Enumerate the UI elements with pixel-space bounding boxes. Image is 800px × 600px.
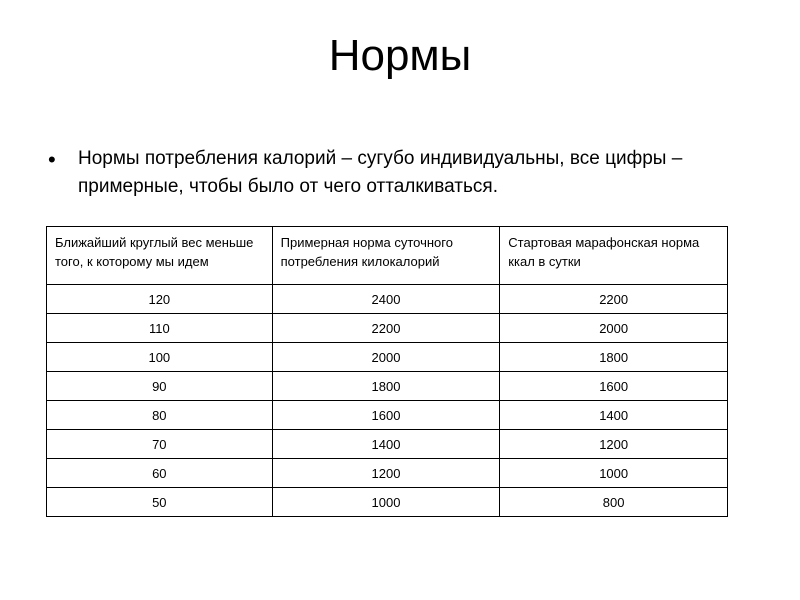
table-row xyxy=(47,314,728,343)
weight-cell: 50 xyxy=(47,488,273,517)
header-daily-norm: Примерная норма суточного потребления килокалорий xyxy=(272,227,500,285)
weight-cell: 60 xyxy=(47,459,273,488)
weight-cell: 120 xyxy=(47,285,273,314)
weight-cell: 110 xyxy=(47,314,273,343)
weight-cell: 100 xyxy=(47,343,273,372)
bullet-list xyxy=(48,145,728,201)
table-row xyxy=(47,459,728,488)
table-row xyxy=(47,285,728,314)
bullet-dot-icon: • xyxy=(48,147,56,172)
marathon-norm-cell: 1400 xyxy=(500,401,728,430)
weight-cell: 90 xyxy=(47,372,273,401)
daily-norm-cell: 1800 xyxy=(272,372,500,401)
marathon-norm-cell: 1200 xyxy=(500,430,728,459)
marathon-norm-cell: 2200 xyxy=(500,285,728,314)
daily-norm-cell: 1000 xyxy=(272,488,500,517)
daily-norm-cell: 2200 xyxy=(272,314,500,343)
table-row xyxy=(47,401,728,430)
marathon-norm-cell: 1600 xyxy=(500,372,728,401)
table-row xyxy=(47,430,728,459)
marathon-norm-cell: 1000 xyxy=(500,459,728,488)
daily-norm-cell: 1200 xyxy=(272,459,500,488)
header-weight: Ближайший круглый вес меньше того, к которому мы идем xyxy=(47,227,273,285)
marathon-norm-cell: 1800 xyxy=(500,343,728,372)
bullet-text: Нормы потребления калорий – сугубо индивидуальны, все цифры – примерные, чтобы было от чего отталкиваться. xyxy=(78,148,683,197)
calorie-norms-table xyxy=(46,226,728,517)
daily-norm-cell: 1400 xyxy=(272,430,500,459)
marathon-norm-cell: 2000 xyxy=(500,314,728,343)
table-row xyxy=(47,343,728,372)
weight-cell: 70 xyxy=(47,430,273,459)
header-marathon-norm: Стартовая марафонская норма ккал в сутки xyxy=(500,227,728,285)
daily-norm-cell: 1600 xyxy=(272,401,500,430)
daily-norm-cell: 2400 xyxy=(272,285,500,314)
weight-cell: 80 xyxy=(47,401,273,430)
table-header-row xyxy=(47,227,728,285)
daily-norm-cell: 2000 xyxy=(272,343,500,372)
table-row xyxy=(47,372,728,401)
marathon-norm-cell: 800 xyxy=(500,488,728,517)
table-row xyxy=(47,488,728,517)
slide-title: Нормы xyxy=(328,31,472,80)
